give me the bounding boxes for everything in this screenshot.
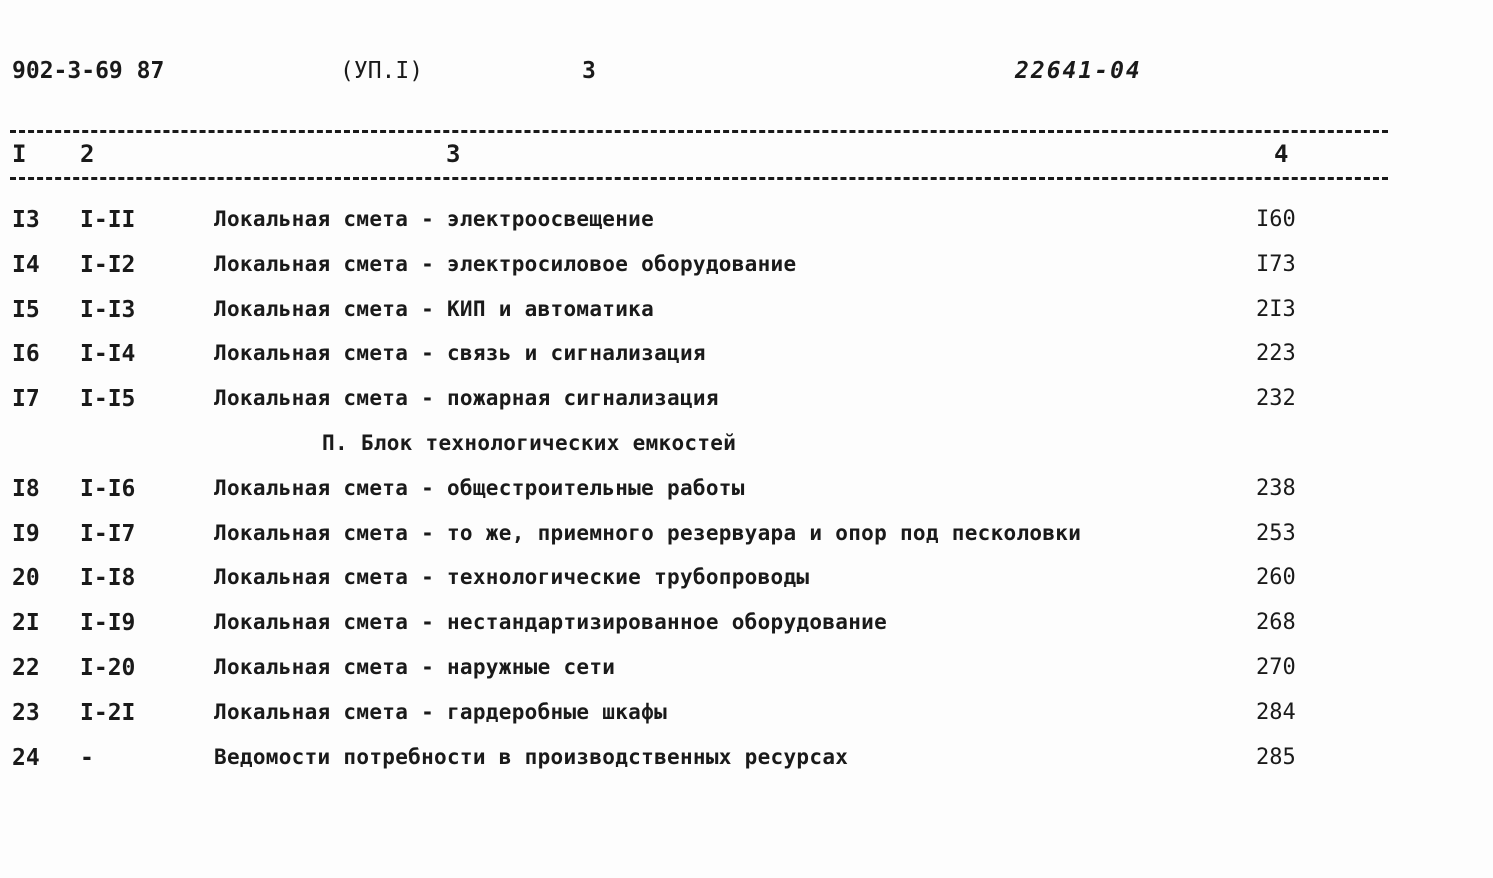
section-title: П. Блок технологических емкостей bbox=[322, 430, 737, 455]
row-title: Локальная смета - технологические трубопроводы bbox=[214, 565, 810, 590]
page-number: 3 bbox=[582, 58, 596, 84]
row-page: 270 bbox=[1256, 654, 1296, 680]
table-row bbox=[0, 199, 1493, 244]
table-row bbox=[0, 692, 1493, 737]
row-title: Локальная смета - пожарная сигнализация bbox=[214, 386, 719, 411]
table-row bbox=[0, 378, 1493, 423]
table-row bbox=[0, 602, 1493, 647]
row-title: Локальная смета - наружные сети bbox=[214, 654, 616, 679]
row-page: 223 bbox=[1256, 341, 1296, 367]
volume-label: (УП.I) bbox=[340, 58, 424, 84]
table-row bbox=[0, 468, 1493, 513]
row-page: 253 bbox=[1256, 520, 1296, 546]
row-number: I6 bbox=[12, 341, 40, 368]
row-code: - bbox=[80, 744, 94, 771]
row-number: 22 bbox=[12, 654, 40, 681]
row-number: I5 bbox=[12, 296, 40, 323]
row-number: 24 bbox=[12, 744, 40, 771]
table-body bbox=[0, 199, 1493, 781]
row-page: 238 bbox=[1256, 475, 1296, 501]
project-code: 902-3-69 87 bbox=[12, 58, 165, 84]
row-page: 285 bbox=[1256, 744, 1296, 770]
section-heading-row bbox=[0, 423, 1493, 468]
row-code: I-II bbox=[80, 207, 136, 233]
row-number: 20 bbox=[12, 565, 40, 592]
table-header-rule bbox=[10, 177, 1388, 180]
row-title: Локальная смета - КИП и автоматика bbox=[214, 296, 655, 321]
row-title: Локальная смета - то же, приемного резервуара и опор под песколовки bbox=[214, 520, 1082, 545]
row-title: Локальная смета - электроосвещение bbox=[214, 207, 655, 231]
row-code: I-I3 bbox=[80, 296, 136, 323]
row-number: I4 bbox=[12, 251, 40, 278]
row-title: Локальная смета - общестроительные работы bbox=[214, 475, 745, 500]
row-title: Локальная смета - нестандартизированное оборудование bbox=[214, 610, 888, 635]
table-row bbox=[0, 289, 1493, 334]
row-title: Локальная смета - связь и сигнализация bbox=[214, 341, 706, 366]
row-number: I3 bbox=[12, 207, 40, 233]
row-number: 23 bbox=[12, 699, 40, 726]
row-title: Локальная смета - гардеробные шкафы bbox=[214, 699, 668, 724]
row-title: Локальная смета - электросиловое оборудование bbox=[214, 251, 797, 276]
column-header-1: I bbox=[12, 140, 27, 168]
row-page: I60 bbox=[1256, 207, 1296, 232]
table-row bbox=[0, 557, 1493, 602]
row-code: I-20 bbox=[80, 654, 136, 681]
row-page: 268 bbox=[1256, 610, 1296, 636]
row-code: I-I7 bbox=[80, 520, 136, 547]
row-number: I9 bbox=[12, 520, 40, 547]
table-row bbox=[0, 737, 1493, 782]
row-page: 2I3 bbox=[1256, 296, 1296, 322]
row-code: I-2I bbox=[80, 699, 136, 726]
row-code: I-I6 bbox=[80, 475, 136, 502]
row-page: 232 bbox=[1256, 386, 1296, 412]
table-row bbox=[0, 244, 1493, 289]
row-page: 284 bbox=[1256, 699, 1296, 725]
column-header-3: 3 bbox=[446, 140, 461, 168]
row-title: Ведомости потребности в производственных ресурсах bbox=[214, 744, 849, 769]
row-page: 260 bbox=[1256, 565, 1296, 591]
table-row bbox=[0, 513, 1493, 558]
table-top-rule bbox=[10, 130, 1388, 133]
row-code: I-I9 bbox=[80, 610, 136, 637]
table-row bbox=[0, 647, 1493, 692]
column-header-4: 4 bbox=[1274, 140, 1289, 168]
row-code: I-I4 bbox=[80, 341, 136, 368]
row-page: I73 bbox=[1256, 251, 1296, 277]
row-number: 2I bbox=[12, 610, 40, 637]
row-code: I-I5 bbox=[80, 386, 136, 413]
table-row bbox=[0, 333, 1493, 378]
row-number: I7 bbox=[12, 386, 40, 413]
document-number: 22641-04 bbox=[1015, 58, 1142, 84]
row-code: I-I2 bbox=[80, 251, 136, 278]
row-code: I-I8 bbox=[80, 565, 136, 592]
column-header-2: 2 bbox=[80, 140, 95, 168]
row-number: I8 bbox=[12, 475, 40, 502]
